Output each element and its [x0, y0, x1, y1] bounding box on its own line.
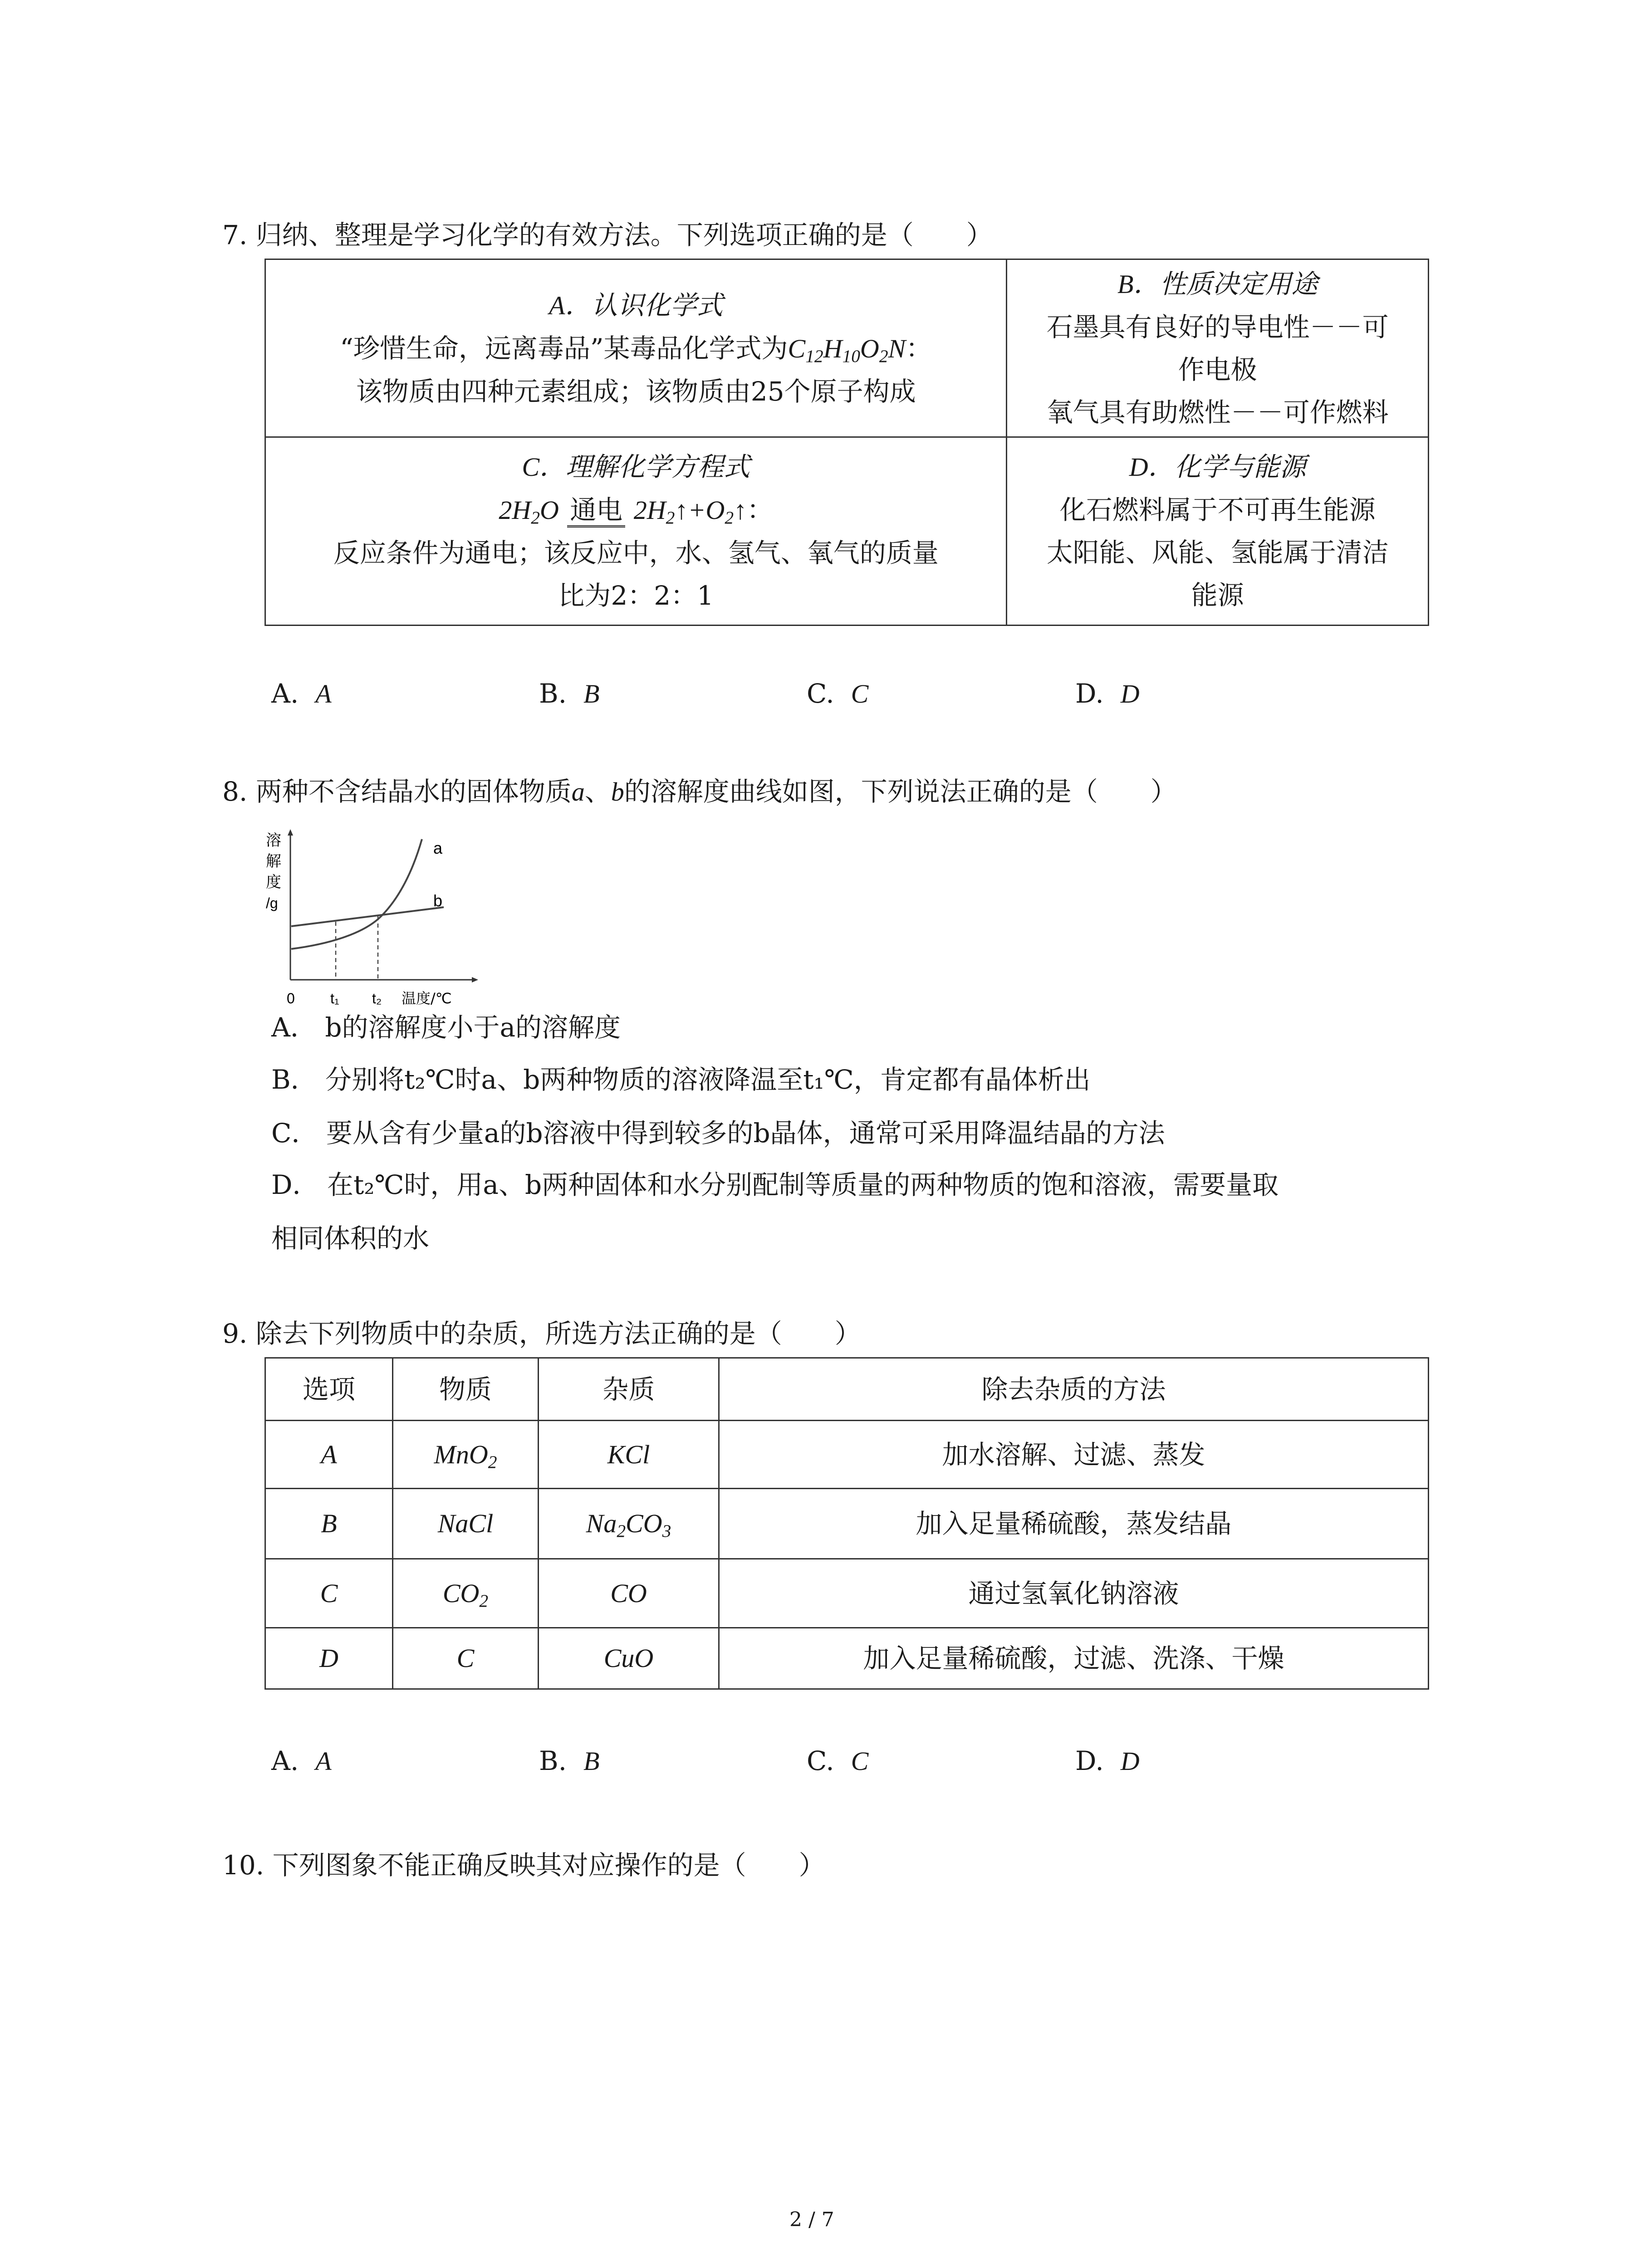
q7-option-d[interactable]: [1075, 678, 1140, 709]
y-label-3: 度: [266, 873, 281, 891]
q9-option-b-letter: B.: [539, 1745, 567, 1776]
q9-row-d-substance: C: [393, 1628, 539, 1689]
solubility-curve-graph: [263, 826, 499, 1016]
q7-option-a[interactable]: [271, 678, 332, 709]
x-axis-label: 温度/℃: [402, 990, 452, 1007]
q9-row-b-option: B: [265, 1489, 393, 1559]
q9-option-d-letter: D.: [1075, 1745, 1104, 1776]
q9-header-option: 选项: [265, 1358, 393, 1421]
q9-row-a-method: 加水溶解、过滤、蒸发: [719, 1421, 1429, 1489]
q7-cell-a-title-text: A．认识化学式: [549, 290, 723, 320]
q9-row-a-impurity: KCl: [539, 1421, 719, 1489]
q9-option-d-value: D: [1120, 1746, 1140, 1776]
t2-label: t₂: [372, 990, 382, 1007]
q7-option-d-value: D: [1120, 679, 1140, 709]
q9-option-c-letter: C.: [807, 1745, 834, 1776]
q7-cell-c-title: C．理解化学方程式: [522, 452, 750, 482]
q7-option-d-letter: D.: [1075, 678, 1104, 709]
q7-eq-left: $2H_2O$: [499, 495, 559, 528]
y-label-1: 溶: [266, 831, 281, 850]
q8-stem-prefix: 8. 两种不含结晶水的固体物质: [222, 776, 572, 807]
q7-option-b-letter: B.: [539, 678, 567, 709]
q9-row-d-impurity: CuO: [539, 1628, 719, 1689]
q9-row-d-option: D: [265, 1628, 393, 1689]
question-7-stem: 7. 归纳、整理是学习化学的有效方法。下列选项正确的是（ ）: [222, 220, 993, 250]
q9-row-b-impurity: $Na_2CO_3$: [539, 1489, 719, 1559]
q8-stem-sep: 、: [584, 776, 611, 807]
y-label-unit: /g: [266, 895, 278, 911]
x-axis-arrow-icon: [472, 977, 478, 982]
q9-row-a-substance: MnO$_2$: [393, 1421, 539, 1489]
q7-option-b-value: B: [583, 679, 600, 709]
q8-stem-b: b: [611, 777, 624, 807]
q7-cell-a-line2: 该物质由四种元素组成；该物质由25个原子构成: [356, 376, 916, 407]
curve-a-label: a: [433, 839, 443, 857]
question-9-table: [265, 1357, 1429, 1690]
q7-cell-c-line2: 反应条件为通电；该反应中，水、氢气、氧气的质量: [333, 537, 939, 568]
q9-option-b[interactable]: [539, 1745, 599, 1776]
q7-cell-b-title: B．性质决定用途: [1117, 269, 1318, 299]
q7-cell-b-line2: 作电极: [1178, 354, 1257, 385]
q8-option-c[interactable]: C． 要从含有少量a的b溶液中得到较多的b晶体，通常可采用降温结晶的方法: [271, 1118, 1165, 1149]
q7-cell-d-line3: 能源: [1191, 580, 1244, 611]
q9-option-a-letter: A.: [271, 1745, 299, 1776]
q7-eq-condition: 通电: [567, 494, 625, 528]
q7-cell-a-colon: ：: [906, 332, 932, 364]
q7-cell-d: [1007, 437, 1429, 626]
q9-row-b-method: 加入足量稀硫酸，蒸发结晶: [719, 1489, 1429, 1559]
q7-formula: $C_{12}H_{10}O_2N$: [788, 333, 906, 366]
q7-cell-a: [265, 259, 1007, 437]
q7-cell-c-line3: 比为2：2：1: [558, 580, 714, 611]
q9-header-method: 除去杂质的方法: [719, 1358, 1429, 1421]
q8-option-b[interactable]: B． 分别将t₂℃时a、b两种物质的溶液降温至t₁℃，肯定都有晶体析出: [271, 1064, 1091, 1095]
y-axis-arrow-icon: [288, 829, 293, 836]
page-number: 2 / 7: [789, 2208, 834, 2231]
t1-label: t₁: [330, 990, 339, 1007]
q8-option-a[interactable]: A． b的溶解度小于a的溶解度: [271, 1012, 621, 1043]
q9-option-b-value: B: [583, 1746, 600, 1776]
q9-row-c-method: 通过氢氧化钠溶液: [719, 1559, 1429, 1628]
q7-option-c-letter: C.: [807, 678, 834, 709]
q7-equation: [266, 489, 1006, 532]
q7-cell-a-line1-text: “珍惜生命，远离毒品”某毒品化学式为: [340, 332, 788, 364]
q7-option-b[interactable]: [539, 678, 599, 709]
question-7-table: [265, 259, 1429, 626]
q9-option-a-value: A: [315, 1746, 332, 1776]
table-row: [265, 1559, 1429, 1628]
q8-stem-a: a: [571, 777, 585, 807]
q9-option-c[interactable]: [807, 1745, 868, 1776]
q7-option-c[interactable]: [807, 678, 868, 709]
origin-label: 0: [287, 990, 295, 1007]
q8-stem-suffix: 的溶解度曲线如图，下列说法正确的是（ ）: [624, 776, 1177, 807]
q7-option-c-value: C: [851, 679, 869, 709]
question-8-stem: [222, 773, 1177, 810]
table-row: [265, 1628, 1429, 1689]
curve-b: [291, 907, 444, 926]
q9-row-a-option: A: [265, 1421, 393, 1489]
q7-cell-b-line3: 氧气具有助燃性－－可作燃料: [1046, 396, 1389, 428]
q9-row-b-substance: NaCl: [393, 1489, 539, 1559]
q8-option-d[interactable]: D． 在t₂℃时，用a、b两种固体和水分别配制等质量的两种物质的饱和溶液，需要量取: [271, 1169, 1279, 1200]
q9-header-row: [265, 1358, 1429, 1421]
q9-option-a[interactable]: [271, 1745, 332, 1776]
q8-option-d-cont: 相同体积的水: [271, 1223, 430, 1254]
question-10-stem: 10. 下列图象不能正确反映其对应操作的是（ ）: [222, 1850, 825, 1881]
question-9-stem: 9. 除去下列物质中的杂质，所选方法正确的是（ ）: [222, 1318, 861, 1349]
q7-cell-d-title: D．化学与能源: [1129, 452, 1306, 482]
y-label-2: 解: [266, 852, 281, 870]
q9-row-c-impurity: CO: [539, 1559, 719, 1628]
q9-row-c-substance: $CO_2$: [393, 1559, 539, 1628]
q7-cell-a-title: [266, 284, 1006, 327]
q9-row-d-method: 加入足量稀硫酸，过滤、洗涤、干燥: [719, 1628, 1429, 1689]
q7-cell-b: [1007, 259, 1429, 437]
q7-cell-d-line2: 太阳能、风能、氢能属于清洁: [1046, 537, 1389, 568]
q9-row-c-option: C: [265, 1559, 393, 1628]
q9-option-d[interactable]: [1075, 1745, 1140, 1776]
q9-header-impurity: 杂质: [539, 1358, 719, 1421]
q9-option-c-value: C: [851, 1746, 869, 1776]
table-row: [265, 1421, 1429, 1489]
q7-option-a-value: A: [315, 679, 332, 709]
table-row: [265, 1489, 1429, 1559]
q7-eq-right: $2H_2↑+O_2↑$: [633, 495, 747, 528]
q7-option-a-letter: A.: [271, 678, 299, 709]
q7-eq-colon: ：: [747, 494, 774, 525]
q7-cell-c: [265, 437, 1007, 626]
q7-cell-a-line1: [266, 327, 1006, 370]
q9-header-substance: 物质: [393, 1358, 539, 1421]
q7-cell-d-line1: 化石燃料属于不可再生能源: [1059, 494, 1376, 525]
curve-b-label: b: [433, 891, 443, 910]
curve-a: [291, 839, 422, 949]
q7-cell-b-line1: 石墨具有良好的导电性－－可: [1046, 311, 1389, 342]
